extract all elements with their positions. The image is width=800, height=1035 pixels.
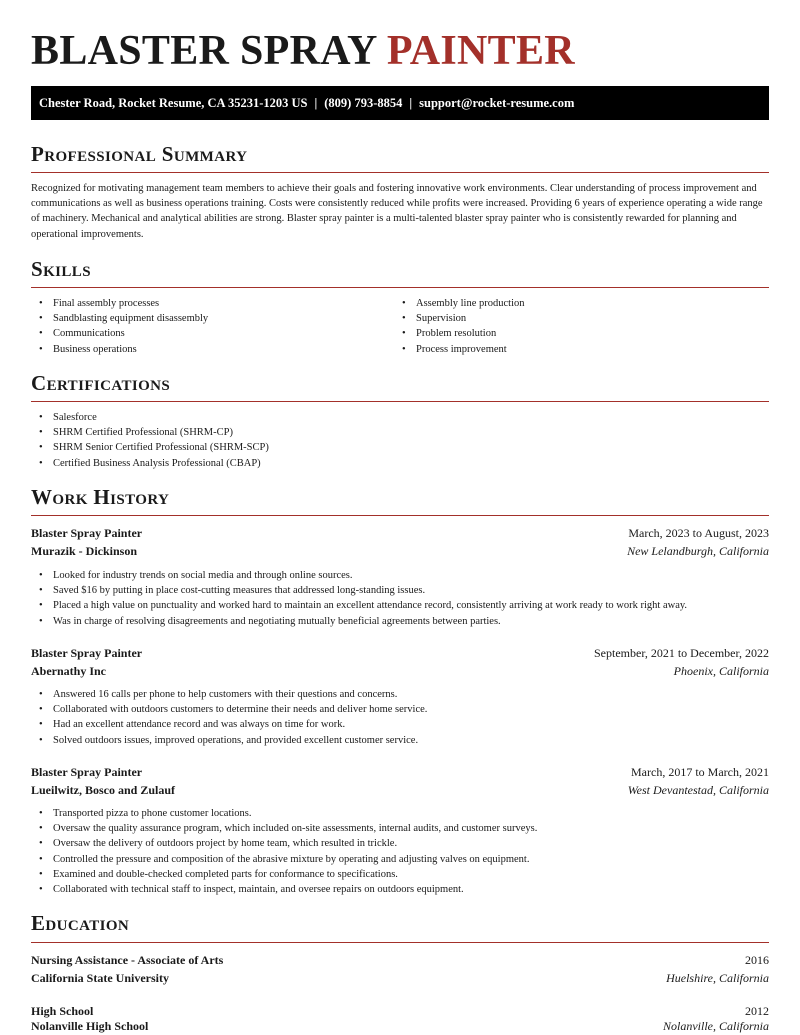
education-year: 2016: [745, 953, 769, 967]
skill-item: • Process improvement: [394, 342, 525, 357]
education-subheader: [31, 1017, 769, 1035]
contact-email[interactable]: support@rocket-resume.com: [419, 96, 575, 110]
section-divider: [31, 942, 769, 943]
summary-text: Recognized for motivating management team members to achieve their goals and fostering innovative work environments. Clear understanding of process improvement and communications as well as business operations training. Costs were consistently reduced while profits were increased. Providing 6 years of experience operating a wide range of machinery. Mechanical and analytical abilities are strong. Blaster spray painter is a multi-talented blaster spray painter who is consistently rewarded for planning and operational improvements.: [31, 183, 763, 240]
skill-item: • Supervision: [394, 311, 525, 326]
job-bullets: [31, 687, 427, 748]
section-divider: [31, 287, 769, 288]
job-bullet: • Answered 16 calls per phone to help customers with their questions and concerns.: [31, 687, 427, 702]
job-location: New Lelandburgh, California: [627, 544, 769, 558]
education-year: 2012: [745, 1004, 769, 1018]
job-title: Blaster Spray Painter: [31, 526, 143, 540]
skill-item: • Problem resolution: [394, 326, 525, 341]
job-company: Lueilwitz, Bosco and Zulauf: [31, 783, 176, 797]
job-header: [31, 524, 769, 542]
certifications-heading: Certifications: [31, 371, 171, 395]
job-location: Phoenix, California: [673, 664, 769, 678]
certification-item: • SHRM Certified Professional (SHRM-CP): [31, 425, 269, 440]
job-bullet: • Had an excellent attendance record and was always on time for work.: [31, 717, 427, 732]
job-bullet: • Collaborated with outdoors customers to determine their needs and deliver home service.: [31, 702, 427, 717]
section-divider: [31, 172, 769, 173]
job-dates: September, 2021 to December, 2022: [594, 646, 769, 660]
job-subheader: [31, 662, 769, 680]
section-divider: [31, 515, 769, 516]
job-dates: March, 2023 to August, 2023: [628, 526, 769, 540]
skill-item: • Communications: [31, 326, 208, 341]
skill-item: • Sandblasting equipment disassembly: [31, 311, 208, 326]
skill-item: • Final assembly processes: [31, 296, 208, 311]
job-company: Abernathy Inc: [31, 664, 107, 678]
job-bullet: • Examined and double-checked completed parts for conformance to specifications.: [31, 867, 537, 882]
job-bullets: [31, 806, 537, 897]
education-degree: Nursing Assistance - Associate of Arts: [31, 953, 224, 967]
education-heading: Education: [31, 911, 130, 935]
skills-heading: Skills: [31, 257, 91, 281]
certifications-list: [31, 410, 269, 471]
education-school: Nolanville High School: [31, 1019, 149, 1033]
job-bullet: • Saved $16 by putting in place cost-cutting measures that addressed long-standing issues.: [31, 583, 687, 598]
job-dates: March, 2017 to March, 2021: [631, 765, 769, 779]
job-bullet: • Was in charge of resolving disagreements and negotiating mutually beneficial agreements between parties.: [31, 614, 687, 629]
job-bullet: • Oversaw the delivery of outdoors project by home team, which resulted in trickle.: [31, 836, 537, 851]
education-location: Huelshire, California: [666, 971, 769, 985]
certification-item: • Salesforce: [31, 410, 269, 425]
summary-heading: Professional Summary: [31, 142, 248, 166]
job-bullet: • Looked for industry trends on social media and through online sources.: [31, 568, 687, 583]
name-first: BLASTER SPRAY: [31, 28, 377, 74]
job-bullet: • Oversaw the quality assurance program, which included on-site assessments, internal audits, and customer surveys.: [31, 821, 537, 836]
resume-name: [31, 26, 575, 76]
work-history-heading: Work History: [31, 485, 170, 509]
job-subheader: [31, 542, 769, 560]
education-school: California State University: [31, 971, 169, 985]
job-header: [31, 644, 769, 662]
job-title: Blaster Spray Painter: [31, 765, 143, 779]
section-divider: [31, 401, 769, 402]
education-location: Nolanville, California: [662, 1019, 769, 1033]
job-subheader: [31, 781, 769, 799]
contact-bar: [31, 86, 769, 120]
job-bullets: [31, 568, 687, 629]
job-company: Murazik - Dickinson: [31, 544, 138, 558]
contact-separator: |: [409, 96, 413, 110]
skill-item: • Business operations: [31, 342, 208, 357]
job-location: West Devantestad, California: [627, 783, 769, 797]
skills-list-left: [31, 296, 208, 357]
name-accent: PAINTER: [386, 28, 575, 74]
job-bullet: • Placed a high value on punctuality and worked hard to maintain an excellent attendance record, consistently arriving at work ready to work right away.: [31, 598, 687, 613]
skills-list-right: [394, 296, 525, 357]
certification-item: • Certified Business Analysis Professional (CBAP): [31, 456, 269, 471]
education-degree: High School: [31, 1004, 94, 1018]
job-bullet: • Solved outdoors issues, improved operations, and provided excellent customer service.: [31, 733, 427, 748]
job-bullet: • Transported pizza to phone customer locations.: [31, 806, 537, 821]
job-bullet: • Controlled the pressure and composition of the abrasive mixture by operating and adjusting valves on equipment.: [31, 852, 537, 867]
skill-item: • Assembly line production: [394, 296, 525, 311]
education-header: [31, 951, 769, 969]
education-subheader: [31, 969, 769, 987]
job-header: [31, 763, 769, 781]
contact-phone[interactable]: (809) 793-8854: [324, 96, 403, 110]
contact-address: Chester Road, Rocket Resume, CA 35231-1203 US: [39, 96, 308, 110]
job-bullet: • Collaborated with technical staff to inspect, maintain, and oversee repairs on outdoors equipment.: [31, 882, 537, 897]
job-title: Blaster Spray Painter: [31, 646, 143, 660]
certification-item: • SHRM Senior Certified Professional (SHRM-SCP): [31, 440, 269, 455]
contact-separator: |: [314, 96, 318, 110]
